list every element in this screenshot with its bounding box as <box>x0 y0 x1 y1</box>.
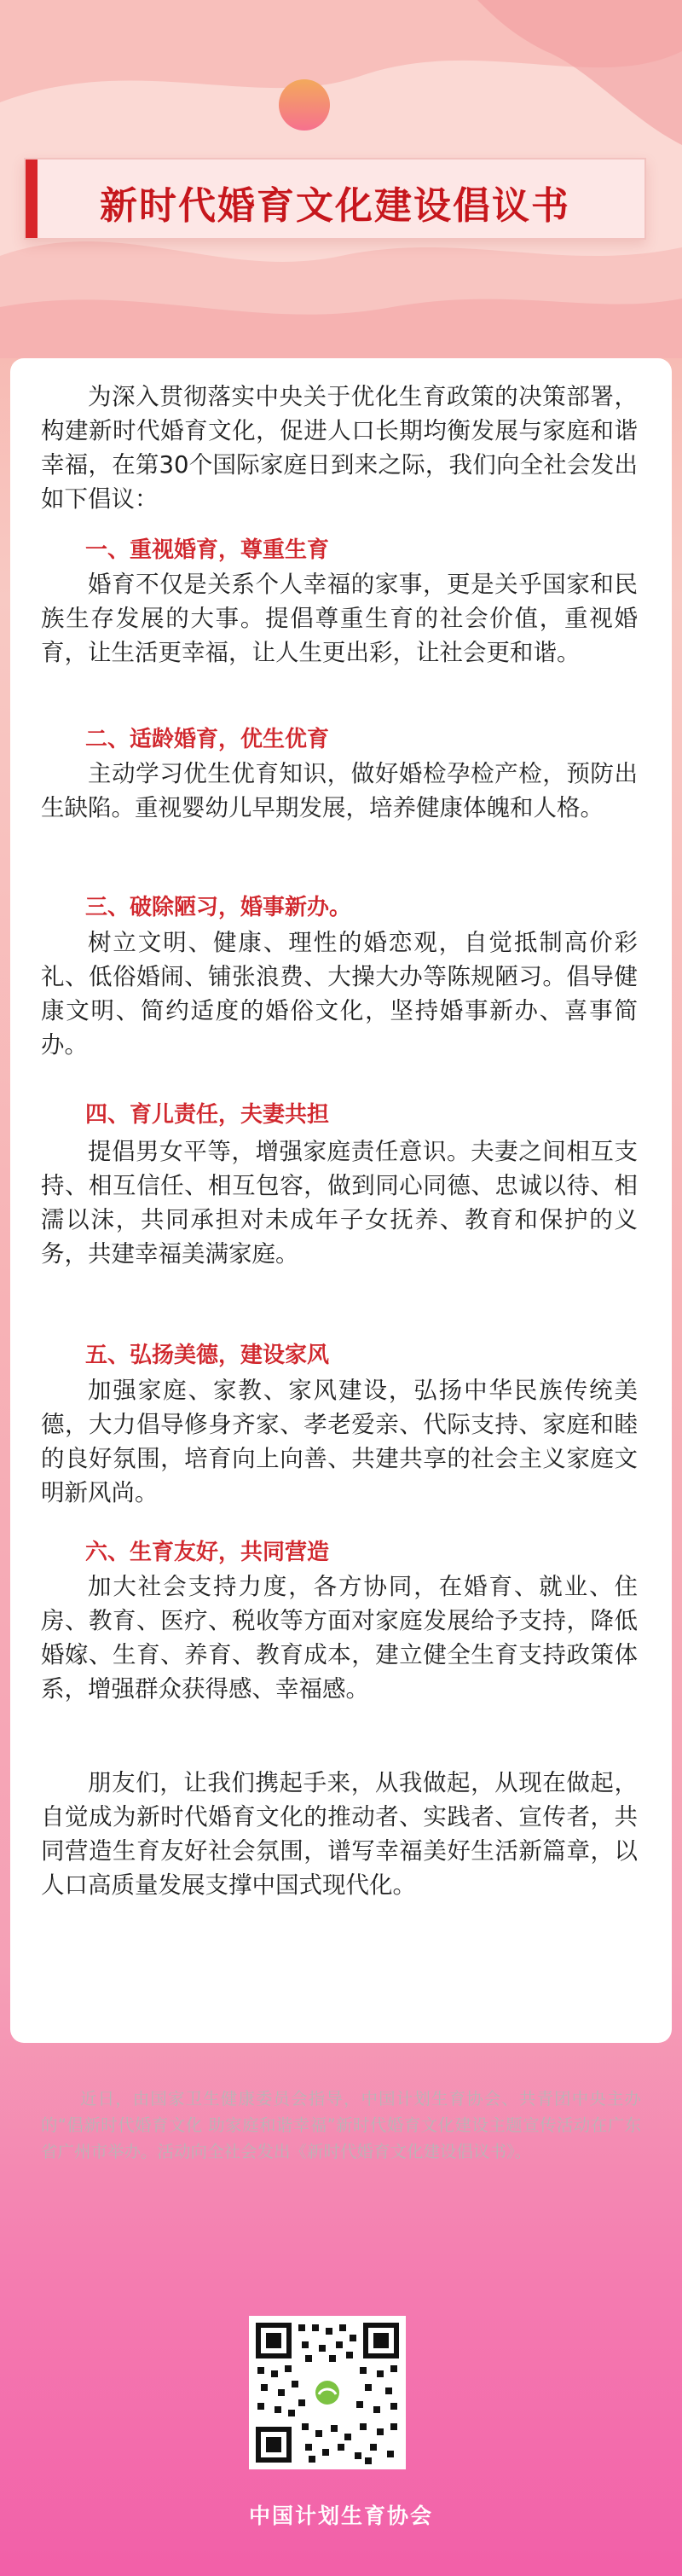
qr-code-icon[interactable] <box>249 2316 406 2469</box>
title-box <box>24 158 646 240</box>
section-text-2: 主动学习优生优育知识，做好婚检孕检产检，预防出生缺陷。重视婴幼儿早期发展，培养健康体魄和人格。 <box>41 760 638 821</box>
section-heading-5: 五、弘扬美德，建设家风 <box>85 1343 330 1368</box>
page-title: 新时代婚育文化建设倡议书 <box>100 184 570 228</box>
section-heading-6: 六、生育友好，共同营造 <box>85 1540 330 1565</box>
qr-code-graphic <box>249 2316 406 2469</box>
section-heading-3: 三、破除陋习，婚事新办。 <box>85 895 352 920</box>
association-logo-icon <box>312 2377 343 2408</box>
section-text-4: 提倡男女平等，增强家庭责任意识。夫妻之间相互支持、相互信任、相互包容，做到同心同德、忠诚以待、相濡以沫，共同承担对未成年子女抚养、教育和保护的义务，共建幸福美满家庭。 <box>41 1138 638 1268</box>
sun-icon <box>279 79 330 131</box>
intro-paragraph: 为深入贯彻落实中央关于优化生育政策的决策部署，构建新时代婚育文化，促进人口长期均衡发展与家庭和谐幸福，在第30个国际家庭日到来之际，我们向全社会发出如下倡议： <box>41 383 638 513</box>
section-heading-2: 二、适龄婚育，优生优育 <box>85 727 330 752</box>
event-note: 近日，由国家卫生健康委员会指导，中国计划生育协会、共青团中央主办的“倡新时代婚育文化 助家庭和谐幸福”新时代婚育文化建设主题宣传活动在广东省广州市举办。活动向全社会发出《新时代婚育文化建设倡议书》。 <box>41 2089 641 2161</box>
section-text-1: 婚育不仅是关系个人幸福的家事，更是关乎国家和民族生存发展的大事。提倡尊重生育的社会价值，重视婚育，让生活更幸福，让人生更出彩，让社会更和谐。 <box>41 571 638 666</box>
hero-banner <box>0 0 682 358</box>
section-text-6: 加大社会支持力度，各方协同，在婚育、就业、住房、教育、医疗、税收等方面对家庭发展给予支持，降低婚嫁、生育、养育、教育成本，建立健全生育支持政策体系，增强群众获得感、幸福感。 <box>41 1573 638 1703</box>
section-text-5: 加强家庭、家教、家风建设，弘扬中华民族传统美德，大力倡导修身齐家、孝老爱亲、代际支持、家庭和睦的良好氛围，培育向上向善、共建共享的社会主义家庭文明新风尚。 <box>41 1377 638 1506</box>
footer-organization: 中国计划生育协会 <box>248 2503 433 2528</box>
section-heading-1: 一、重视婚育，尊重生育 <box>85 537 330 563</box>
section-heading-4: 四、育儿责任，夫妻共担 <box>85 1102 330 1128</box>
section-text-3: 树立文明、健康、理性的婚恋观，自觉抵制高价彩礼、低俗婚闹、铺张浪费、大操大办等陈规陋习。倡导健康文明、简约适度的婚俗文化，坚持婚事新办、喜事简办。 <box>41 929 638 1059</box>
closing-paragraph: 朋友们，让我们携起手来，从我做起，从现在做起，自觉成为新时代婚育文化的推动者、实践者、宣传者，共同营造生育友好社会氛围，谱写幸福美好生活新篇章，以人口高质量发展支撑中国式现代化。 <box>41 1769 638 1899</box>
